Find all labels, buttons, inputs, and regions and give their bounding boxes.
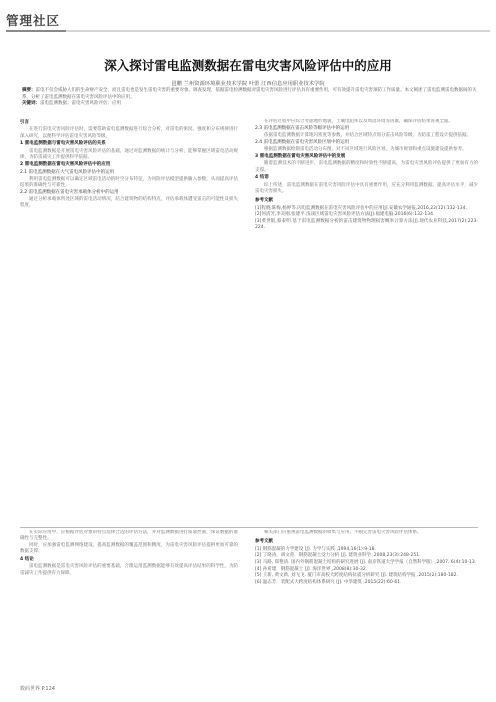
reference-item: [2] 丁晓涛，胡文普．钢筋混凝土受力分析 [J]. 建筑业科学 ,2008,23(3):248-251. bbox=[255, 553, 421, 559]
reference-item: [1] 钢筋混凝的力学建设 [J]. 力学与实践 ,1994,16(1):9-18. bbox=[255, 546, 376, 552]
column-4 bbox=[255, 530, 478, 678]
paragraph: 依据雷电监测数据计算地闪密度等参数，并结合区域特点划分雷击风险等级，为防雷工程设计提供依据。 bbox=[264, 132, 471, 138]
section-heading: 2 雷电监测数据在雷电灾害风险评估中的应用 bbox=[20, 162, 111, 168]
abstract bbox=[22, 88, 478, 101]
article-title: 深入探讨雷电监测数据在雷电灾害风险评估中的应用 bbox=[104, 58, 392, 73]
section-heading: 3 雷电监测数据在雷电灾害风险评估中的发展 bbox=[255, 154, 346, 160]
header-rule-accent bbox=[6, 30, 66, 32]
header-rule bbox=[6, 30, 490, 32]
paragraph: 雷电监测数据是开展雷电灾害风险评估的基础，通过对监测数据的统计与分析，能够掌握区域雷电活动规律，为防雷减灾工作提供科学依据。 bbox=[20, 148, 238, 161]
section-heading: 引言 bbox=[20, 120, 29, 125]
reference-item: [2]何清芳,李炎刚,张建平.浅谈区域雷电灾害风险评估方法[J].福建电脑,2016(6):132-134. bbox=[255, 212, 435, 218]
reference-item: [6] 温志芳．装配式大跨度结构体系研究 [J]. 中华建筑 ,2015(22):60-61. bbox=[255, 579, 402, 585]
abstract-block bbox=[22, 88, 478, 108]
reference-item: [5] 王新, 黄文新, 刘飞飞. 厦门市高校大跨度结构抗震分析研究 [J]. 建筑结构学报 ,2015(2):180-182. bbox=[255, 573, 458, 579]
paragraph: 雷电监测数据是雷电灾害风险评估的重要基础，合理运用监测数据能够有效提高评估结果的科学性，为防雷减灾工作提供有力保障。 bbox=[20, 564, 238, 576]
section-heading: 4 结语 bbox=[255, 175, 269, 181]
reference-item: [1]程晓,陈梅,杨婷等.闪电监测数据在雷电灾害风险评估中的应用[J].安徽农学通报,2016,22(12):132-134. bbox=[255, 205, 467, 211]
references-heading: 参考文献 bbox=[255, 198, 273, 204]
column-divider bbox=[20, 527, 478, 528]
paragraph: 综上所述，雷电监测数据在雷电灾害风险评估中具有重要作用，应充分利用监测数据，提高评估水平，减少雷电灾害损失。 bbox=[255, 182, 478, 195]
abstract-text: 雷电不仅会威胁人们的生命财产安全，而且雷电也是发生雷电灾害的重要对象。调查发现，依据雷电检测数据对雷电灾害风险进行评估具有重要作用，可有效提升雷电灾害预防工作质量。本文阐述了雷电监测雷电数据间的关系，分析了雷电监测数据在雷电灾害风险评估中的应用。 bbox=[22, 88, 477, 100]
paragraph: 相关部门应重视雷电监测数据的收集与应用，不断完善雷电灾害风险评估体系。 bbox=[264, 530, 422, 535]
subsection-heading: 2.1 雷电监测数据在大气雷电风险评估中的运用 bbox=[20, 169, 115, 175]
paragraph: 根据监测数据绘制雷电活动分布图，对不同区域进行风险区划，为城市规划和重点设施建设提供参考。 bbox=[264, 146, 467, 152]
column-3 bbox=[20, 530, 238, 678]
paragraph: 在实际应用中，应根据评估对象的特点选择合适的评估方法，并对监测数据进行质量控制，保证数据的准确性与完整性。 bbox=[20, 530, 238, 542]
keywords bbox=[22, 101, 478, 108]
page-header bbox=[0, 0, 496, 42]
subsection-heading: 2.4 雷电监测数据在雷电灾害风险区划中的运用 bbox=[255, 139, 350, 145]
reference-item: [3] 马路, 郑艳清. 国内外钢筋混凝土结构的研究进展 [J]. 南京铁道大学学报（自然科学版）,2007, 6(4):10-13. bbox=[255, 560, 477, 565]
section-heading: 4 结论 bbox=[20, 556, 34, 562]
reference-item: [3]黄世银,蔡泰明.基于雷电监测数据分析的雷击建筑物物理损害概率计算方法[J].现代农业科技,2017(2):223-224. bbox=[255, 219, 478, 231]
column-1 bbox=[20, 119, 238, 517]
abstract-label: 摘要： bbox=[22, 88, 36, 93]
paragraph: 在评估过程中应综合考虑地形地貌、土壤电阻率以及周边环境等因素，确保评估结果客观全面。 bbox=[264, 119, 453, 124]
article-authors: 邕鹏 兰州资源环境职业技术学院 叶蕾 江西信息应用职业技术学院 bbox=[171, 81, 325, 87]
reference-item: [4] 孙希建．钢筋混凝土 [J]. 海洋世界 ,2008(8):30-32. bbox=[255, 566, 368, 572]
keywords-label: 关键词： bbox=[22, 101, 40, 107]
paragraph: 通过分析承载体所处区域的雷电活动情况，结合建筑物的结构特点，评估承载体遭受雷击的可能性及损失程度。 bbox=[20, 196, 238, 209]
paragraph: 利用雷电监测数据可以确定区域雷电活动的时空分布特征，为风险评估模型提供输入参数，从而提高评估结果的准确性与可靠性。 bbox=[20, 176, 238, 189]
paragraph: 随着监测技术的不断进步，雷电监测数据的精度和时效性不断提高，为雷电灾害风险评估提供了更加有力的支撑。 bbox=[255, 161, 478, 173]
subsection-heading: 2.2 雷电监测数据在雷电灾害承载体分析中的运用 bbox=[20, 190, 119, 196]
references-heading: 参考文献 bbox=[255, 539, 273, 545]
section-heading: 1 雷电监测数据与雷电灾害风险评估的关系 bbox=[20, 141, 106, 147]
section-title: 管理社区 bbox=[6, 13, 61, 28]
subsection-heading: 2.3 雷电监测数据在雷击风险等级评估中的运用 bbox=[255, 125, 350, 131]
column-2 bbox=[255, 119, 478, 525]
paragraph: 同时，应加强雷电监测网络建设，提高监测数据的覆盖范围和精度，为雷电灾害风险评估提供更加可靠的数据支撑。 bbox=[20, 543, 238, 555]
keywords-text: 雷电监测数据；雷电灾害风险评估；应用 bbox=[40, 101, 121, 107]
page-footer: 数码世界 P.124 bbox=[20, 686, 55, 692]
paragraph: 在进行雷电灾害风险评估时，需要借助雷电监测数据进行综合分析，对雷电的密度、强度和分布规律进行深入研究，以便科学评估雷电灾害风险等级。 bbox=[20, 127, 238, 139]
